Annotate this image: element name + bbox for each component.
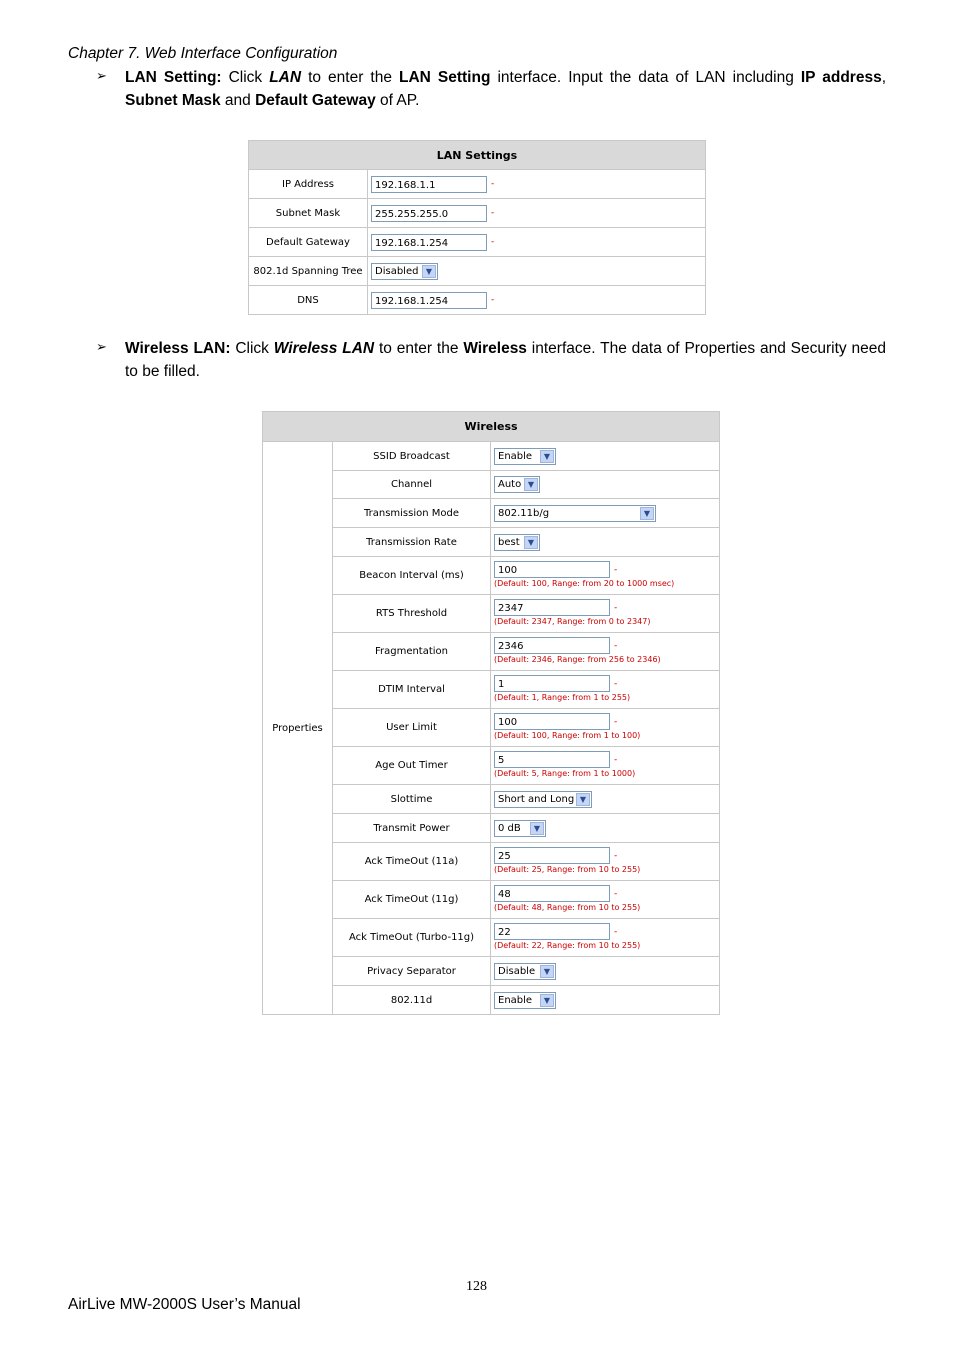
required-mark: -: [614, 926, 618, 937]
ssid-broadcast-value: Enable: [498, 450, 533, 462]
ssid-broadcast-select[interactable]: [494, 448, 556, 465]
slottime-label: Slottime: [333, 785, 491, 814]
ack-timeout-turbo-hint: (Default: 22, Range: from 10 to 255): [494, 941, 641, 950]
dtim-interval-input[interactable]: 1: [494, 675, 610, 692]
required-mark: -: [614, 602, 618, 613]
dot11d-label: 802.11d: [333, 986, 491, 1015]
wireless-table: [262, 411, 720, 1015]
properties-group-label: Properties: [263, 442, 333, 1015]
channel-select[interactable]: [494, 476, 540, 493]
bullet-arrow-icon: ➢: [96, 339, 107, 354]
chevron-down-icon[interactable]: ▼: [640, 507, 654, 520]
required-mark: -: [614, 640, 618, 651]
ack-timeout-11g-input[interactable]: 48: [494, 885, 610, 902]
ip-address-input[interactable]: 192.168.1.1: [371, 176, 487, 193]
required-mark: -: [491, 208, 495, 218]
chevron-down-icon[interactable]: ▼: [524, 478, 538, 491]
ack-timeout-11g-hint: (Default: 48, Range: from 10 to 255): [494, 903, 641, 912]
chapter-header: Chapter 7. Web Interface Configuration: [68, 45, 338, 62]
required-mark: -: [614, 678, 618, 689]
beacon-interval-label: Beacon Interval (ms): [333, 557, 491, 595]
default-gateway-label: Default Gateway: [249, 228, 368, 257]
transmit-power-value: 0 dB: [498, 822, 521, 834]
spanning-tree-select[interactable]: [371, 263, 438, 280]
transmission-mode-value: 802.11b/g: [498, 507, 550, 519]
chevron-down-icon[interactable]: ▼: [576, 793, 590, 806]
bullet-arrow-icon: ➢: [96, 68, 107, 83]
subnet-mask-input[interactable]: 255.255.255.0: [371, 205, 487, 222]
user-limit-label: User Limit: [333, 709, 491, 747]
ack-timeout-11g-label: Ack TimeOut (11g): [333, 881, 491, 919]
privacy-separator-value: Disable: [498, 965, 536, 977]
transmission-rate-value: best: [498, 536, 520, 548]
rts-threshold-label: RTS Threshold: [333, 595, 491, 633]
dtim-interval-label: DTIM Interval: [333, 671, 491, 709]
subnet-mask-label: Subnet Mask: [249, 199, 368, 228]
ack-timeout-turbo-input[interactable]: 22: [494, 923, 610, 940]
chevron-down-icon[interactable]: ▼: [422, 265, 436, 278]
wireless-title: Wireless: [263, 412, 720, 442]
required-mark: -: [491, 295, 495, 305]
fragmentation-hint: (Default: 2346, Range: from 256 to 2346): [494, 655, 661, 664]
lan-setting-paragraph: LAN Setting: Click LAN to enter the LAN Setting interface. Input the data of LAN including IP address, Subnet Mask and Default Gateway of AP.: [125, 69, 886, 109]
ack-timeout-turbo-label: Ack TimeOut (Turbo-11g): [333, 919, 491, 957]
transmit-power-label: Transmit Power: [333, 814, 491, 843]
default-gateway-input[interactable]: 192.168.1.254: [371, 234, 487, 251]
age-out-timer-hint: (Default: 5, Range: from 1 to 1000): [494, 769, 636, 778]
fragmentation-input[interactable]: 2346: [494, 637, 610, 654]
transmission-rate-select[interactable]: [494, 534, 540, 551]
age-out-timer-input[interactable]: 5: [494, 751, 610, 768]
dot11d-select[interactable]: [494, 992, 556, 1009]
chevron-down-icon[interactable]: ▼: [530, 822, 544, 835]
dns-label: DNS: [249, 286, 368, 315]
transmission-mode-select[interactable]: [494, 505, 656, 522]
fragmentation-label: Fragmentation: [333, 633, 491, 671]
ip-address-label: IP Address: [249, 170, 368, 199]
ack-timeout-11a-input[interactable]: 25: [494, 847, 610, 864]
spanning-tree-value: Disabled: [375, 265, 419, 277]
wireless-lan-paragraph: Wireless LAN: Click Wireless LAN to enter the Wireless interface. The data of Properties and Security need to be filled.: [125, 340, 886, 380]
required-mark: -: [614, 888, 618, 899]
chevron-down-icon[interactable]: ▼: [540, 450, 554, 463]
slottime-value: Short and Long: [498, 793, 575, 805]
transmit-power-select[interactable]: [494, 820, 546, 837]
ssid-broadcast-label: SSID Broadcast: [333, 442, 491, 471]
transmission-mode-label: Transmission Mode: [333, 499, 491, 528]
chevron-down-icon[interactable]: ▼: [540, 994, 554, 1007]
dtim-interval-hint: (Default: 1, Range: from 1 to 255): [494, 693, 631, 702]
slottime-select[interactable]: [494, 791, 592, 808]
channel-value: Auto: [498, 479, 522, 490]
required-mark: -: [491, 179, 495, 189]
rts-threshold-hint: (Default: 2347, Range: from 0 to 2347): [494, 617, 651, 626]
lan-settings-table: [248, 140, 706, 315]
user-limit-hint: (Default: 100, Range: from 1 to 100): [494, 731, 641, 740]
transmission-rate-label: Transmission Rate: [333, 528, 491, 557]
rts-threshold-input[interactable]: 2347: [494, 599, 610, 616]
required-mark: -: [614, 850, 618, 861]
ack-timeout-11a-label: Ack TimeOut (11a): [333, 843, 491, 881]
required-mark: -: [491, 237, 495, 247]
privacy-separator-select[interactable]: [494, 963, 556, 980]
chevron-down-icon[interactable]: ▼: [540, 965, 554, 978]
page-number: 128: [466, 1279, 487, 1294]
ack-timeout-11a-hint: (Default: 25, Range: from 10 to 255): [494, 865, 641, 874]
required-mark: -: [614, 716, 618, 727]
beacon-interval-input[interactable]: 100: [494, 561, 610, 578]
user-limit-input[interactable]: 100: [494, 713, 610, 730]
manual-footer: AirLive MW-2000S User’s Manual: [68, 1296, 301, 1313]
age-out-timer-label: Age Out Timer: [333, 747, 491, 785]
privacy-separator-label: Privacy Separator: [333, 957, 491, 986]
lan-settings-title: LAN Settings: [249, 141, 706, 170]
channel-label: Channel: [333, 471, 491, 499]
dot11d-value: Enable: [498, 994, 533, 1006]
dns-input[interactable]: 192.168.1.254: [371, 292, 487, 309]
beacon-interval-hint: (Default: 100, Range: from 20 to 1000 msec): [494, 579, 675, 588]
required-mark: -: [614, 564, 618, 575]
spanning-tree-label: 802.1d Spanning Tree: [249, 257, 368, 286]
required-mark: -: [614, 754, 618, 765]
chevron-down-icon[interactable]: ▼: [524, 536, 538, 549]
